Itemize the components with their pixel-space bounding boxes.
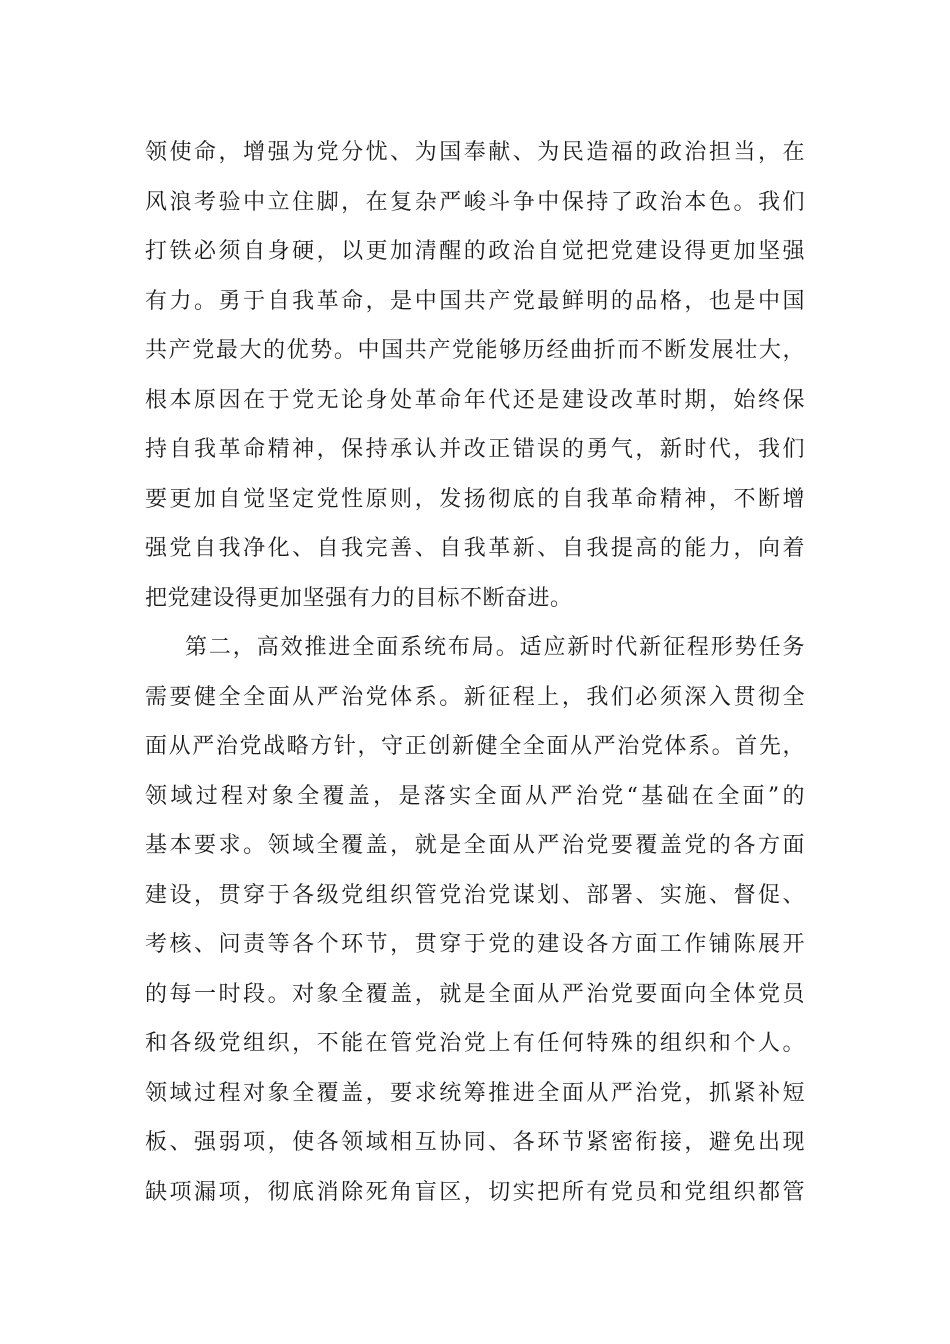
paragraph-line: 有力。勇于自我革命，是中国共产党最鲜明的品格，也是中国: [145, 288, 805, 314]
paragraph-line: 打铁必须自身硬，以更加清醒的政治自觉把党建设得更加坚强: [145, 239, 805, 264]
document-body: [145, 128, 805, 1217]
paragraph-line: 和各级党组织，不能在管党治党上有任何特殊的组织和个人。: [145, 1031, 805, 1056]
paragraph-line: 领使命，增强为党分忧、为国奉献、为民造福的政治担当，在: [145, 140, 805, 165]
paragraph-line: 把党建设得更加坚强有力的目标不断奋进。: [145, 585, 573, 611]
paragraph-line: 板、强弱项，使各领域相互协同、各环节紧密衔接，避免出现: [145, 1130, 805, 1155]
paragraph-line: 要更加自觉坚定党性原则，发扬彻底的自我革命精神，不断增: [145, 486, 805, 512]
paragraph-line: 风浪考验中立住脚，在复杂严峻斗争中保持了政治本色。我们: [145, 189, 805, 215]
paragraph-2: [145, 623, 805, 1217]
paragraph-line: 领域过程对象全覆盖，要求统筹推进全面从严治党，抓紧补短: [145, 1080, 805, 1106]
paragraph-line: 共产党最大的优势。中国共产党能够历经曲折而不断发展壮大，: [145, 338, 805, 363]
paragraph-line: 缺项漏项，彻底消除死角盲区，切实把所有党员和党组织都管: [145, 1179, 805, 1205]
paragraph-line: 考核、问责等各个环节，贯穿于党的建设各方面工作铺陈展开: [145, 932, 805, 957]
paragraph-line: 基本要求。领域全覆盖，就是全面从严治党要覆盖党的各方面: [145, 833, 805, 858]
paragraph-line: 需要健全全面从严治党体系。新征程上，我们必须深入贯彻全: [145, 684, 805, 710]
paragraph-line: 的每一时段。对象全覆盖，就是全面从严治党要面向全体党员: [145, 981, 805, 1007]
paragraph-line: 领域过程对象全覆盖，是落实全面从严治党“基础在全面”的: [145, 783, 805, 809]
paragraph-line: 强党自我净化、自我完善、自我革新、自我提高的能力，向着: [145, 536, 805, 561]
paragraph-line: 根本原因在于党无论身处革命年代还是建设改革时期，始终保: [145, 387, 805, 413]
paragraph-line: 面从严治党战略方针，守正创新健全全面从严治党体系。首先，: [145, 734, 805, 759]
paragraph-line: 第二，高效推进全面系统布局。适应新时代新征程形势任务: [185, 635, 805, 660]
paragraph-1: [145, 128, 805, 623]
paragraph-line: 建设，贯穿于各级党组织管党治党谋划、部署、实施、督促、: [145, 882, 805, 908]
paragraph-line: 持自我革命精神，保持承认并改正错误的勇气，新时代，我们: [145, 437, 805, 462]
